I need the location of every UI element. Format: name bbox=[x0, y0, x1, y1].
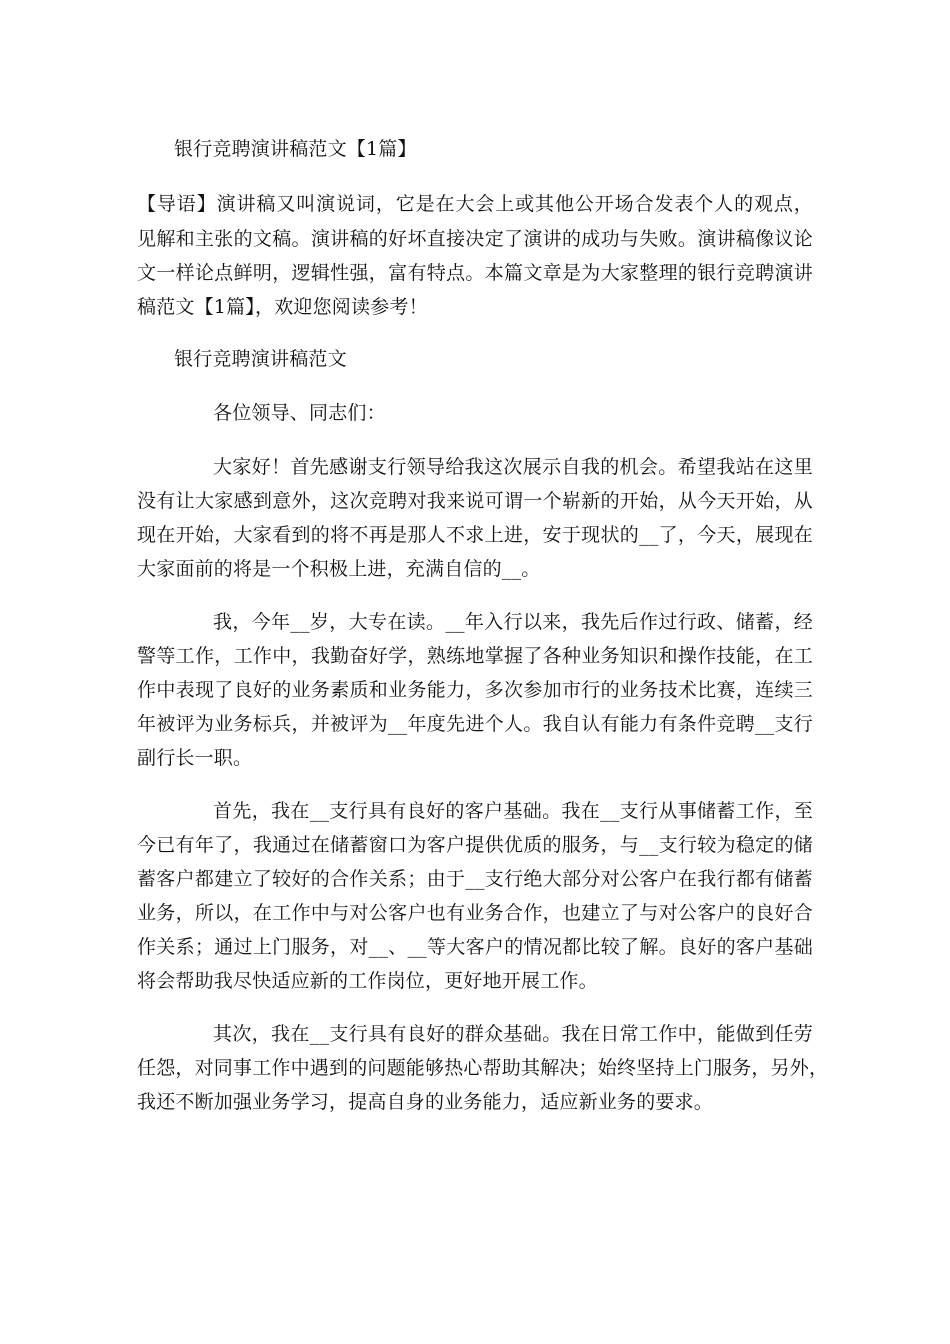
salutation: 各位领导、同志们： bbox=[213, 402, 386, 424]
para3-line-1: 首先，我在__支行具有良好的客户基础。我在__支行从事储蓄工作，至 bbox=[213, 800, 813, 822]
para2-line-2: 警等工作，工作中，我勤奋好学，熟练地掌握了各种业务知识和操作技能，在工 bbox=[137, 645, 813, 667]
para1-line-2: 没有让大家感到意外，这次竞聘对我来说可谓一个崭新的开始，从今天开始，从 bbox=[137, 490, 813, 512]
para3-line-5: 作关系；通过上门服务，对__、__等大客户的情况都比较了解。良好的客户基础 bbox=[137, 936, 813, 958]
para4-line-3: 我还不断加强业务学习，提高自身的业务能力，适应新业务的要求。 bbox=[137, 1091, 714, 1113]
para2-line-5: 副行长一职。 bbox=[137, 747, 253, 769]
intro-line-3: 文一样论点鲜明，逻辑性强，富有特点。本篇文章是为大家整理的银行竞聘演讲 bbox=[137, 262, 813, 284]
section-title: 银行竞聘演讲稿范文 bbox=[174, 348, 347, 370]
para2-line-4: 年被评为业务标兵，并被评为__年度先进个人。我自认有能力有条件竞聘__支行 bbox=[137, 713, 813, 735]
intro-line-1: 【导语】演讲稿又叫演说词，它是在大会上或其他公开场合发表个人的观点， bbox=[137, 193, 813, 215]
para3-line-4: 业务，所以，在工作中与对公客户也有业务合作，也建立了与对公客户的良好合 bbox=[137, 902, 813, 924]
intro-line-2: 见解和主张的文稿。演讲稿的好坏直接决定了演讲的成功与失败。演讲稿像议论 bbox=[137, 228, 813, 250]
document-title: 银行竞聘演讲稿范文【1篇】 bbox=[174, 138, 417, 160]
para3-line-2: 今已有年了，我通过在储蓄窗口为客户提供优质的服务，与__支行较为稳定的储 bbox=[137, 834, 813, 856]
para4-line-2: 任怨，对同事工作中遇到的问题能够热心帮助其解决；始终坚持上门服务，另外， bbox=[137, 1057, 829, 1079]
para3-line-6: 将会帮助我尽快适应新的工作岗位，更好地开展工作。 bbox=[137, 970, 598, 992]
para4-line-1: 其次，我在__支行具有良好的群众基础。我在日常工作中，能做到任劳 bbox=[213, 1023, 813, 1045]
para1-line-3: 现在开始，大家看到的将不再是那人不求上进，安于现状的__了，今天，展现在 bbox=[137, 524, 813, 546]
intro-line-4: 稿范文【1篇】，欢迎您阅读参考！ bbox=[137, 296, 428, 318]
para1-line-1: 大家好！首先感谢支行领导给我这次展示自我的机会。希望我站在这里 bbox=[213, 456, 813, 478]
para1-line-4: 大家面前的将是一个积极上进，充满自信的__。 bbox=[137, 558, 541, 580]
para2-line-1: 我，今年__岁，大专在读。__年入行以来，我先后作过行政、储蓄，经 bbox=[213, 611, 813, 633]
para2-line-3: 作中表现了良好的业务素质和业务能力，多次参加市行的业务技术比赛，连续三 bbox=[137, 679, 813, 701]
para3-line-3: 蓄客户都建立了较好的合作关系；由于__支行绝大部分对公客户在我行都有储蓄 bbox=[137, 868, 813, 890]
